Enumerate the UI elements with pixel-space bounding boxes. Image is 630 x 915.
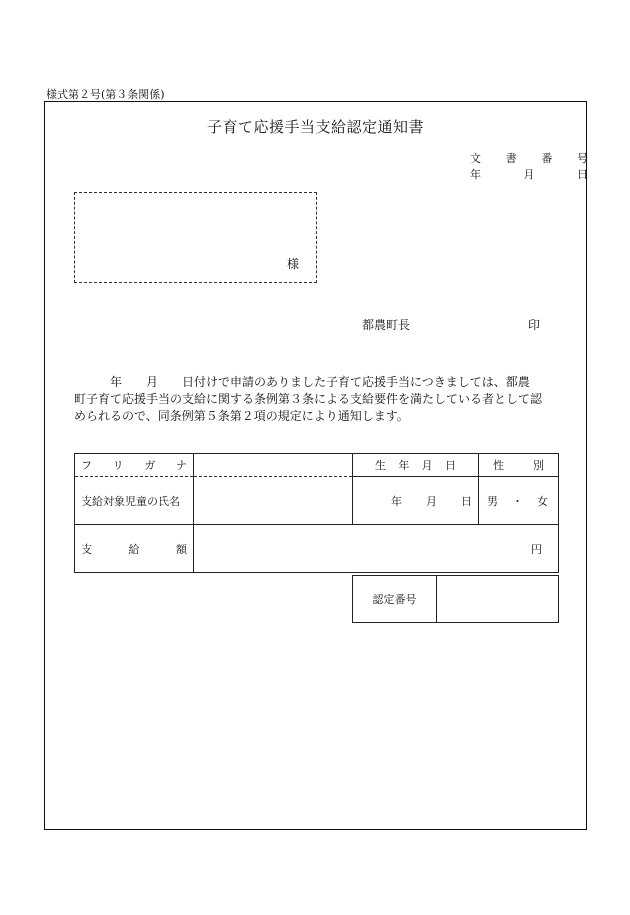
child-name-label-cell [75,477,194,525]
table-row-cert [353,576,559,623]
document-title: 子育て応援手当支給認定通知書 [206,118,424,136]
birth-char: 月 [421,459,433,472]
certification-number-table [352,575,559,623]
doc-no-char: 書 [505,152,517,165]
cert-number-label: 認定番号 [353,576,437,623]
issue-date-label [470,166,588,182]
recipient-honorific: 様 [287,257,300,271]
birthdate-header-cell [353,454,479,477]
recipient-address-box [74,192,317,283]
amount-char: 給 [128,542,140,556]
seal-mark: 印 [528,318,541,332]
body-line: 年 月 日付けで申請のありました子育て応援手当につきましては、都農 [74,375,530,389]
birth-char: 年 [398,459,410,472]
furigana-char: リ [112,459,124,472]
body-line: 町子育て応援手当の支給に関する条例第３条による支給要件を満たしている者として認 [74,392,543,406]
doc-no-char: 番 [541,152,553,165]
birth-value-day: 日 [461,494,472,508]
amount-char: 支 [81,542,92,556]
amount-char: 額 [176,542,187,556]
furigana-char: ナ [175,459,187,472]
amount-value-cell[interactable] [194,525,559,573]
table-row-child-name [75,477,559,525]
body-line: められるので、同条例第５条第２項の規定により通知します。 [74,409,409,423]
sex-char: 別 [533,459,544,472]
doc-no-char: 文 [470,152,481,165]
child-name-value-cell[interactable] [194,477,353,525]
sex-header-cell [479,454,559,477]
doc-no-char: 号 [576,152,588,165]
sex-separator: ・ [512,494,523,508]
birth-char: 日 [444,459,456,472]
issuer-mayor-label: 都農町長 [362,318,411,332]
birthdate-value-cell[interactable] [353,477,479,525]
amount-label-cell [75,525,194,573]
sex-female-option[interactable]: 女 [537,494,548,508]
cert-number-value-cell[interactable] [437,576,559,623]
child-name-label: 支給対象児童の氏名 [81,494,180,508]
amount-unit: 円 [531,542,542,556]
notification-body [74,374,560,425]
date-char-year: 年 [470,168,481,181]
furigana-label-cell [75,454,194,477]
date-char-day: 日 [577,168,588,181]
document-number-label [470,150,588,166]
date-char-month: 月 [523,168,535,181]
sex-value-cell[interactable] [479,477,559,525]
birth-char: 生 [375,459,386,472]
form-number-label: 様式第２号(第３条関係) [46,88,165,101]
furigana-char: ガ [144,459,156,472]
table-row-furigana [75,454,559,477]
sex-char: 性 [493,459,504,472]
furigana-value-cell[interactable] [194,454,353,477]
birth-value-year: 年 [391,494,402,508]
birth-value-month: 月 [426,494,437,508]
furigana-char: フ [81,459,92,472]
applicant-info-table [74,453,559,573]
table-row-amount [75,525,559,573]
sex-male-option[interactable]: 男 [487,494,498,508]
